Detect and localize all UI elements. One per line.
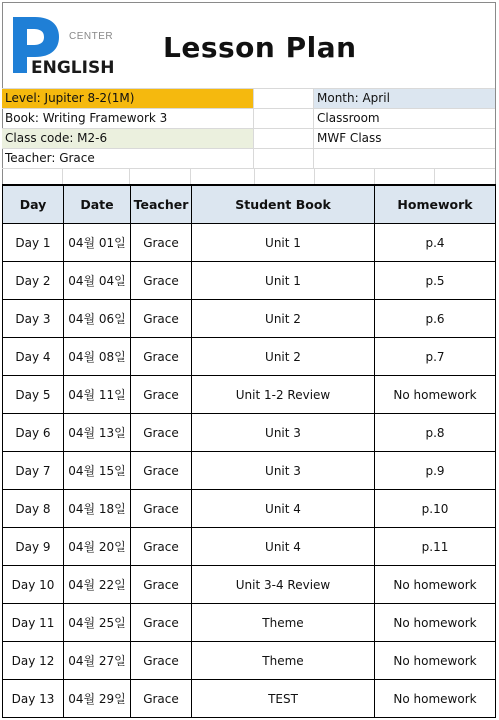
student-book-cell: Theme (192, 642, 375, 680)
student-book-cell: Unit 2 (192, 300, 375, 338)
info-row (2, 109, 495, 129)
table-row (3, 642, 496, 680)
date-cell: 04월 18일 (64, 490, 131, 528)
center-english-logo (11, 15, 123, 77)
teacher-cell: Grace (131, 528, 192, 566)
date-cell: 04월 22일 (64, 566, 131, 604)
teacher-cell: Grace (131, 300, 192, 338)
lesson-rows (3, 224, 496, 718)
table-row (3, 490, 496, 528)
day-cell: Day 8 (3, 490, 64, 528)
teacher-cell: Teacher: Grace (2, 149, 254, 168)
homework-cell: No homework (375, 566, 496, 604)
student-book-cell: Unit 1 (192, 262, 375, 300)
table-row (3, 224, 496, 262)
day-cell: Day 7 (3, 452, 64, 490)
teacher-cell: Grace (131, 338, 192, 376)
homework-cell: p.9 (375, 452, 496, 490)
student-book-cell: Unit 2 (192, 338, 375, 376)
teacher-cell: Grace (131, 642, 192, 680)
table-row (3, 680, 496, 718)
date-cell: 04월 13일 (64, 414, 131, 452)
day-cell: Day 3 (3, 300, 64, 338)
date-cell: 04월 27일 (64, 642, 131, 680)
date-cell: 04월 15일 (64, 452, 131, 490)
teacher-cell: Grace (131, 604, 192, 642)
day-cell: Day 4 (3, 338, 64, 376)
teacher-cell: Grace (131, 566, 192, 604)
date-cell: 04월 25일 (64, 604, 131, 642)
class-code-cell: Class code: M2-6 (2, 129, 254, 148)
table-row (3, 566, 496, 604)
teacher-cell: Grace (131, 376, 192, 414)
student-book-cell: Unit 1-2 Review (192, 376, 375, 414)
table-row (3, 604, 496, 642)
empty-cell (254, 149, 314, 168)
day-cell: Day 12 (3, 642, 64, 680)
page-title: Lesson Plan (163, 31, 357, 64)
book-cell: Book: Writing Framework 3 (2, 109, 254, 128)
student-book-cell: Unit 3 (192, 414, 375, 452)
homework-cell: No homework (375, 642, 496, 680)
logo-center-text: CENTER (69, 31, 114, 42)
day-cell: Day 6 (3, 414, 64, 452)
info-row (2, 88, 495, 109)
info-row (2, 129, 495, 149)
homework-cell: p.11 (375, 528, 496, 566)
homework-cell: No homework (375, 680, 496, 718)
level-cell: Level: Jupiter 8-2(1M) (2, 89, 254, 108)
teacher-cell: Grace (131, 414, 192, 452)
day-cell: Day 2 (3, 262, 64, 300)
empty-cell (254, 89, 314, 108)
date-cell: 04월 20일 (64, 528, 131, 566)
column-header-teacher: Teacher (131, 185, 192, 224)
column-header-date: Date (64, 185, 131, 224)
date-cell: 04월 29일 (64, 680, 131, 718)
day-cell: Day 1 (3, 224, 64, 262)
table-row (3, 262, 496, 300)
student-book-cell: Unit 3 (192, 452, 375, 490)
month-cell: Month: April (314, 89, 495, 108)
column-header-day: Day (3, 185, 64, 224)
teacher-cell: Grace (131, 680, 192, 718)
homework-cell: No homework (375, 604, 496, 642)
table-row (3, 300, 496, 338)
class-info-grid (2, 88, 495, 188)
teacher-cell: Grace (131, 262, 192, 300)
homework-cell: No homework (375, 376, 496, 414)
class-type-cell: MWF Class (317, 131, 382, 145)
info-row (2, 149, 495, 169)
homework-cell: p.8 (375, 414, 496, 452)
table-row (3, 528, 496, 566)
student-book-cell: Theme (192, 604, 375, 642)
date-cell: 04월 04일 (64, 262, 131, 300)
date-cell: 04월 01일 (64, 224, 131, 262)
date-cell: 04월 11일 (64, 376, 131, 414)
student-book-cell: TEST (192, 680, 375, 718)
table-row (3, 376, 496, 414)
student-book-cell: Unit 1 (192, 224, 375, 262)
table-row (3, 414, 496, 452)
day-cell: Day 11 (3, 604, 64, 642)
classroom-cell: Classroom (317, 111, 380, 125)
empty-cell (254, 129, 314, 148)
student-book-cell: Unit 4 (192, 528, 375, 566)
day-cell: Day 5 (3, 376, 64, 414)
logo-english-text: ENGLISH (31, 58, 115, 77)
homework-cell: p.7 (375, 338, 496, 376)
day-cell: Day 13 (3, 680, 64, 718)
table-row (3, 338, 496, 376)
homework-cell: p.4 (375, 224, 496, 262)
day-cell: Day 10 (3, 566, 64, 604)
teacher-cell: Grace (131, 490, 192, 528)
student-book-cell: Unit 3-4 Review (192, 566, 375, 604)
student-book-cell: Unit 4 (192, 490, 375, 528)
homework-cell: p.10 (375, 490, 496, 528)
lesson-schedule-table (2, 184, 496, 718)
homework-cell: p.5 (375, 262, 496, 300)
table-header-row (3, 185, 496, 224)
column-header-homework: Homework (375, 185, 496, 224)
homework-cell: p.6 (375, 300, 496, 338)
date-cell: 04월 06일 (64, 300, 131, 338)
teacher-cell: Grace (131, 224, 192, 262)
column-header-student-book: Student Book (192, 185, 375, 224)
day-cell: Day 9 (3, 528, 64, 566)
date-cell: 04월 08일 (64, 338, 131, 376)
table-row (3, 452, 496, 490)
empty-cell (314, 149, 495, 168)
empty-cell (254, 109, 314, 128)
teacher-cell: Grace (131, 452, 192, 490)
